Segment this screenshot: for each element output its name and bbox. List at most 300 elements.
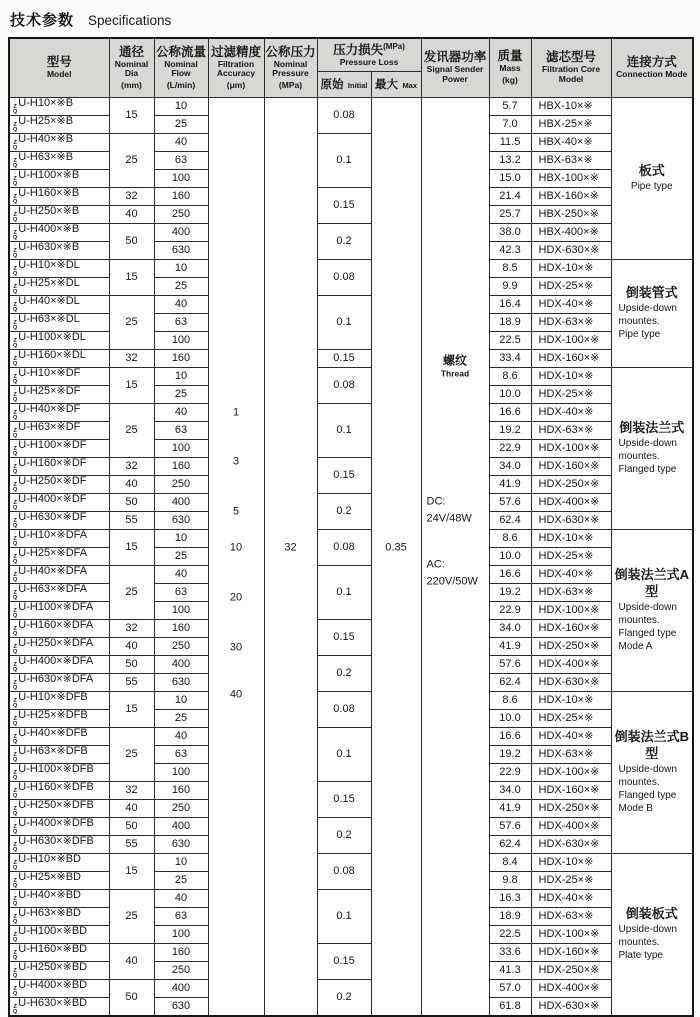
col-header-mass: 质量 Mass (kg) (489, 38, 531, 97)
flow-cell: 25 (154, 709, 208, 727)
model-prefix-mark: Z Q (13, 427, 18, 439)
dia-cell: 15 (109, 853, 154, 889)
model-cell (9, 835, 109, 853)
table-row (9, 889, 693, 907)
flow-cell: 100 (154, 439, 208, 457)
model-label: U-H630×※BD (18, 997, 88, 1009)
model-label: U-H400×※DFB (18, 817, 94, 829)
table-row (9, 295, 693, 313)
core-cell: HBX-160×※ (531, 187, 611, 205)
model-cell (9, 241, 109, 259)
core-cell: HDX-100×※ (531, 331, 611, 349)
model-cell (9, 583, 109, 601)
initial-loss-cell: 0.2 (317, 817, 371, 853)
mass-cell: 33.4 (489, 349, 531, 367)
model-prefix-mark: Z Q (13, 949, 18, 961)
mass-cell: 9.9 (489, 277, 531, 295)
mass-cell: 8.6 (489, 367, 531, 385)
model-label: U-H100×※DFA (18, 601, 94, 613)
model-prefix-mark: Z Q (13, 283, 18, 295)
dia-cell: 25 (109, 727, 154, 781)
table-row (9, 187, 693, 205)
dia-cell: 15 (109, 259, 154, 295)
dia-cell: 32 (109, 187, 154, 205)
accuracy-cell-value: 5 (232, 505, 240, 518)
model-label: U-H10×※B (18, 97, 74, 109)
model-label: U-H40×※DF (18, 403, 81, 415)
model-prefix-mark: Z Q (13, 805, 18, 817)
model-label: U-H63×※DF (18, 421, 81, 433)
model-label: U-H160×※BD (18, 943, 88, 955)
flow-cell: 100 (154, 601, 208, 619)
dia-cell: 50 (109, 979, 154, 1016)
specifications-table (8, 37, 694, 1017)
flow-cell: 25 (154, 871, 208, 889)
col-header-flow: 公称流量 Nominal Flow (L/min) (154, 38, 208, 97)
initial-loss-cell: 0.1 (317, 403, 371, 457)
model-cell (9, 187, 109, 205)
model-prefix-mark: Z Q (13, 463, 18, 475)
core-cell: HDX-160×※ (531, 619, 611, 637)
initial-loss-cell: 0.08 (317, 97, 371, 133)
model-prefix-mark: Z Q (13, 679, 18, 691)
model-prefix-mark: Z Q (13, 319, 18, 331)
mass-cell: 33.6 (489, 943, 531, 961)
connection-zh: 倒装板式 (625, 905, 678, 921)
model-cell (9, 385, 109, 403)
initial-loss-cell: 0.1 (317, 565, 371, 619)
model-cell (9, 259, 109, 277)
initial-loss-cell: 0.15 (317, 943, 371, 979)
model-label: U-H160×※DF (18, 457, 87, 469)
model-prefix-mark: Z Q (13, 337, 18, 349)
model-cell (9, 169, 109, 187)
model-cell (9, 745, 109, 763)
model-cell (9, 979, 109, 997)
flow-cell: 40 (154, 727, 208, 745)
flow-cell: 160 (154, 349, 208, 367)
signal-power-text: DC: 24V/48W (426, 495, 472, 525)
core-cell: HDX-630×※ (531, 835, 611, 853)
flow-cell: 63 (154, 745, 208, 763)
connection-en: Upside-down mountes. Plate type (618, 924, 677, 962)
flow-cell: 160 (154, 943, 208, 961)
model-label: U-H160×※DL (18, 349, 86, 361)
mass-cell: 41.9 (489, 799, 531, 817)
model-label: U-H400×※DF (18, 493, 87, 505)
dia-cell: 15 (109, 97, 154, 133)
flow-cell: 400 (154, 493, 208, 511)
core-cell: HDX-25×※ (531, 385, 611, 403)
model-prefix-mark: Z Q (13, 751, 18, 763)
model-label: U-H630×※DFA (18, 673, 94, 685)
col-header-signal-power: 发讯器功率 Signal Sender Power (421, 38, 489, 97)
initial-loss-cell: 0.2 (317, 493, 371, 529)
mass-cell: 9.8 (489, 871, 531, 889)
model-cell (9, 781, 109, 799)
model-prefix-mark: Z Q (13, 733, 18, 745)
core-cell: HDX-25×※ (531, 709, 611, 727)
core-cell: HBX-100×※ (531, 169, 611, 187)
flow-cell: 40 (154, 403, 208, 421)
model-cell (9, 637, 109, 655)
model-prefix-mark: Z Q (13, 391, 18, 403)
connection-en: Upside-down mountes. Flanged type Mode A (618, 601, 677, 652)
model-prefix-mark: Z Q (13, 301, 18, 313)
nominal-pressure-cell (264, 97, 317, 1016)
model-prefix-mark: Z Q (13, 931, 18, 943)
core-cell: HDX-630×※ (531, 241, 611, 259)
table-row (9, 133, 693, 151)
core-cell: HDX-250×※ (531, 637, 611, 655)
initial-loss-cell: 0.08 (317, 853, 371, 889)
model-prefix-mark: Z Q (13, 517, 18, 529)
initial-loss-cell: 0.08 (317, 367, 371, 403)
flow-cell: 10 (154, 529, 208, 547)
mass-cell: 10.0 (489, 709, 531, 727)
model-cell (9, 655, 109, 673)
dia-cell: 15 (109, 529, 154, 565)
flow-cell: 630 (154, 241, 208, 259)
col-header-dia: 通径 Nominal Dia (mm) (109, 38, 154, 97)
model-prefix-mark: Z Q (13, 193, 18, 205)
flow-cell: 25 (154, 547, 208, 565)
model-label: U-H630×※B (18, 241, 80, 253)
model-cell (9, 943, 109, 961)
flow-cell: 400 (154, 223, 208, 241)
model-label: U-H400×※B (18, 223, 80, 235)
initial-loss-cell: 0.08 (317, 529, 371, 565)
flow-cell: 160 (154, 457, 208, 475)
mass-cell: 34.0 (489, 781, 531, 799)
connection-cell (611, 367, 693, 529)
page-title-en: Specifications (88, 13, 172, 28)
signal-power-text: AC: 220V/50W (426, 558, 478, 588)
model-label: U-H10×※DFB (18, 691, 88, 703)
mass-cell: 19.2 (489, 745, 531, 763)
model-prefix-mark: Z Q (13, 373, 18, 385)
model-cell (9, 997, 109, 1016)
mass-cell: 8.6 (489, 691, 531, 709)
core-cell: HDX-160×※ (531, 943, 611, 961)
model-prefix-mark: Z Q (13, 445, 18, 457)
mass-cell: 16.4 (489, 295, 531, 313)
flow-cell: 160 (154, 187, 208, 205)
core-cell: HDX-160×※ (531, 781, 611, 799)
connection-cell (611, 691, 693, 853)
model-prefix-mark: Z Q (13, 913, 18, 925)
model-prefix-mark: Z Q (13, 607, 18, 619)
core-cell: HDX-630×※ (531, 997, 611, 1016)
model-label: U-H25×※DL (18, 277, 80, 289)
model-cell (9, 511, 109, 529)
model-cell (9, 295, 109, 313)
model-prefix-mark: Z Q (13, 697, 18, 709)
model-label: U-H400×※DFA (18, 655, 94, 667)
dia-cell: 50 (109, 655, 154, 673)
table-row (9, 781, 693, 799)
mass-cell: 8.4 (489, 853, 531, 871)
core-cell: HBX-10×※ (531, 97, 611, 115)
core-cell: HDX-10×※ (531, 691, 611, 709)
core-cell: HDX-160×※ (531, 457, 611, 475)
mass-cell: 22.5 (489, 331, 531, 349)
mass-cell: 21.4 (489, 187, 531, 205)
core-cell: HDX-250×※ (531, 475, 611, 493)
model-prefix-mark: Z Q (13, 715, 18, 727)
flow-cell: 250 (154, 799, 208, 817)
dia-cell: 25 (109, 133, 154, 187)
page (0, 9, 700, 1017)
col-header-loss-initial: 原始 Initial (317, 71, 371, 97)
flow-cell: 10 (154, 367, 208, 385)
table-row (9, 853, 693, 871)
core-cell: HDX-100×※ (531, 439, 611, 457)
dia-cell: 50 (109, 223, 154, 259)
initial-loss-cell: 0.15 (317, 619, 371, 655)
dia-cell: 25 (109, 295, 154, 349)
model-label: U-H100×※B (18, 169, 80, 181)
nominal-pressure-cell-value: 32 (284, 541, 297, 554)
model-cell (9, 115, 109, 133)
flow-cell: 63 (154, 421, 208, 439)
model-prefix-mark: Z Q (13, 103, 18, 115)
mass-cell: 10.0 (489, 547, 531, 565)
dia-cell: 25 (109, 565, 154, 619)
flow-cell: 160 (154, 619, 208, 637)
mass-cell: 13.2 (489, 151, 531, 169)
mass-cell: 19.2 (489, 421, 531, 439)
table-row (9, 943, 693, 961)
model-prefix-mark: Z Q (13, 589, 18, 601)
flow-cell: 400 (154, 655, 208, 673)
mass-cell: 16.6 (489, 727, 531, 745)
mass-cell: 8.6 (489, 529, 531, 547)
core-cell: HDX-63×※ (531, 583, 611, 601)
core-cell: HDX-40×※ (531, 727, 611, 745)
model-cell (9, 457, 109, 475)
model-prefix-mark: Z Q (13, 481, 18, 493)
mass-cell: 22.5 (489, 925, 531, 943)
table-row (9, 223, 693, 241)
model-cell (9, 403, 109, 421)
model-label: U-H25×※DFA (18, 547, 88, 559)
flow-cell: 630 (154, 835, 208, 853)
flow-cell: 10 (154, 259, 208, 277)
mass-cell: 8.5 (489, 259, 531, 277)
mass-cell: 11.5 (489, 133, 531, 151)
model-cell (9, 151, 109, 169)
core-cell: HBX-250×※ (531, 205, 611, 223)
model-label: U-H40×※DFB (18, 727, 88, 739)
model-label: U-H100×※DF (18, 439, 87, 451)
initial-loss-cell: 0.15 (317, 349, 371, 367)
table-row (9, 259, 693, 277)
mass-cell: 16.6 (489, 403, 531, 421)
model-cell (9, 727, 109, 745)
flow-cell: 630 (154, 997, 208, 1016)
core-cell: HDX-400×※ (531, 817, 611, 835)
model-label: U-H63×※DFA (18, 583, 88, 595)
dia-cell: 15 (109, 691, 154, 727)
model-label: U-H40×※DL (18, 295, 80, 307)
col-header-core-model: 滤芯型号 Filtration Core Model (531, 38, 611, 97)
core-cell: HDX-100×※ (531, 601, 611, 619)
initial-loss-cell: 0.15 (317, 781, 371, 817)
model-label: U-H250×※DFB (18, 799, 94, 811)
col-header-model: 型号 Model (9, 38, 109, 97)
model-prefix-mark: Z Q (13, 247, 18, 259)
mass-cell: 10.0 (489, 385, 531, 403)
initial-loss-cell: 0.2 (317, 979, 371, 1016)
model-label: U-H250×※BD (18, 961, 88, 973)
accuracy-cell-value: 30 (229, 641, 243, 654)
table-row (9, 367, 693, 385)
model-label: U-H25×※DF (18, 385, 81, 397)
page-title (10, 9, 692, 30)
model-cell (9, 907, 109, 925)
model-prefix-mark: Z Q (13, 895, 18, 907)
flow-cell: 40 (154, 565, 208, 583)
core-cell: HDX-630×※ (531, 673, 611, 691)
table-row (9, 817, 693, 835)
mass-cell: 41.9 (489, 475, 531, 493)
connection-zh: 倒装法兰式B型 (614, 729, 689, 761)
model-prefix-mark: Z Q (13, 967, 18, 979)
table-row (9, 979, 693, 997)
mass-cell: 22.9 (489, 439, 531, 457)
core-cell: HDX-250×※ (531, 799, 611, 817)
model-label: U-H250×※DFA (18, 637, 94, 649)
initial-loss-cell: 0.15 (317, 187, 371, 223)
accuracy-cell (208, 97, 264, 1016)
model-prefix-mark: Z Q (13, 859, 18, 871)
mass-cell: 25.7 (489, 205, 531, 223)
signal-power-cell (421, 97, 489, 1016)
col-header-connection: 连接方式 Connection Mode (611, 38, 693, 97)
mass-cell: 42.3 (489, 241, 531, 259)
dia-cell: 55 (109, 511, 154, 529)
connection-en: Upside-down mountes. Pipe type (618, 303, 677, 341)
core-cell: HDX-40×※ (531, 403, 611, 421)
flow-cell: 10 (154, 97, 208, 115)
model-prefix-mark: Z Q (13, 769, 18, 781)
table-row (9, 457, 693, 475)
model-cell (9, 601, 109, 619)
connection-cell (611, 259, 693, 367)
mass-cell: 57.6 (489, 817, 531, 835)
col-header-loss-max: 最大 Max (371, 71, 421, 97)
accuracy-cell-value: 3 (232, 455, 240, 468)
flow-cell: 40 (154, 295, 208, 313)
model-cell (9, 349, 109, 367)
model-label: U-H10×※BD (18, 853, 81, 865)
core-cell: HDX-400×※ (531, 979, 611, 997)
model-label: U-H400×※BD (18, 979, 88, 991)
model-cell (9, 313, 109, 331)
model-cell (9, 709, 109, 727)
col-header-pressure-loss: 压力损失$^{(MPa)}$ Pressure Loss (317, 38, 421, 71)
model-prefix-mark: Z Q (13, 985, 18, 997)
connection-en: Upside-down mountes. Flanged type (618, 438, 677, 476)
table-row (9, 529, 693, 547)
model-label: U-H63×※B (18, 151, 74, 163)
mass-cell: 38.0 (489, 223, 531, 241)
model-cell (9, 97, 109, 115)
model-prefix-mark: Z Q (13, 625, 18, 637)
signal-power-text: 螺纹 Thread (440, 353, 470, 379)
model-prefix-mark: Z Q (13, 409, 18, 421)
model-label: U-H100×※DFB (18, 763, 94, 775)
table-row (9, 349, 693, 367)
model-cell (9, 547, 109, 565)
connection-zh: 板式 (638, 162, 665, 178)
model-cell (9, 799, 109, 817)
table-row (9, 565, 693, 583)
model-prefix-mark: Z Q (13, 355, 18, 367)
model-cell (9, 493, 109, 511)
model-label: U-H40×※BD (18, 889, 81, 901)
initial-loss-cell: 0.1 (317, 295, 371, 349)
core-cell: HDX-10×※ (531, 259, 611, 277)
mass-cell: 62.4 (489, 835, 531, 853)
model-label: U-H160×※DFB (18, 781, 94, 793)
flow-cell: 63 (154, 583, 208, 601)
mass-cell: 34.0 (489, 457, 531, 475)
mass-cell: 15.0 (489, 169, 531, 187)
core-cell: HDX-10×※ (531, 529, 611, 547)
model-label: U-H100×※BD (18, 925, 88, 937)
model-label: U-H630×※DF (18, 511, 87, 523)
core-cell: HDX-100×※ (531, 925, 611, 943)
mass-cell: 18.9 (489, 907, 531, 925)
model-label: U-H10×※DL (18, 259, 80, 271)
core-cell: HDX-10×※ (531, 367, 611, 385)
model-prefix-mark: Z Q (13, 877, 18, 889)
dia-cell: 40 (109, 799, 154, 817)
core-cell: HDX-100×※ (531, 763, 611, 781)
flow-cell: 100 (154, 331, 208, 349)
mass-cell: 57.6 (489, 655, 531, 673)
initial-loss-cell: 0.08 (317, 259, 371, 295)
core-cell: HDX-40×※ (531, 889, 611, 907)
core-cell: HDX-63×※ (531, 421, 611, 439)
dia-cell: 55 (109, 835, 154, 853)
mass-cell: 18.9 (489, 313, 531, 331)
table-row (9, 691, 693, 709)
col-header-accuracy: 过滤精度 Filtration Accuracy (μm) (208, 38, 264, 97)
model-cell (9, 421, 109, 439)
flow-cell: 250 (154, 205, 208, 223)
core-cell: HBX-63×※ (531, 151, 611, 169)
table-row (9, 655, 693, 673)
model-prefix-mark: Z Q (13, 139, 18, 151)
model-prefix-mark: Z Q (13, 535, 18, 547)
initial-loss-cell: 0.1 (317, 889, 371, 943)
flow-cell: 630 (154, 511, 208, 529)
core-cell: HDX-400×※ (531, 655, 611, 673)
flow-cell: 63 (154, 313, 208, 331)
connection-zh: 倒装法兰式A型 (614, 567, 689, 599)
model-cell (9, 475, 109, 493)
core-cell: HDX-40×※ (531, 565, 611, 583)
flow-cell: 160 (154, 781, 208, 799)
model-cell (9, 565, 109, 583)
core-cell: HBX-25×※ (531, 115, 611, 133)
mass-cell: 41.3 (489, 961, 531, 979)
model-cell (9, 133, 109, 151)
model-label: U-H25×※B (18, 115, 74, 127)
